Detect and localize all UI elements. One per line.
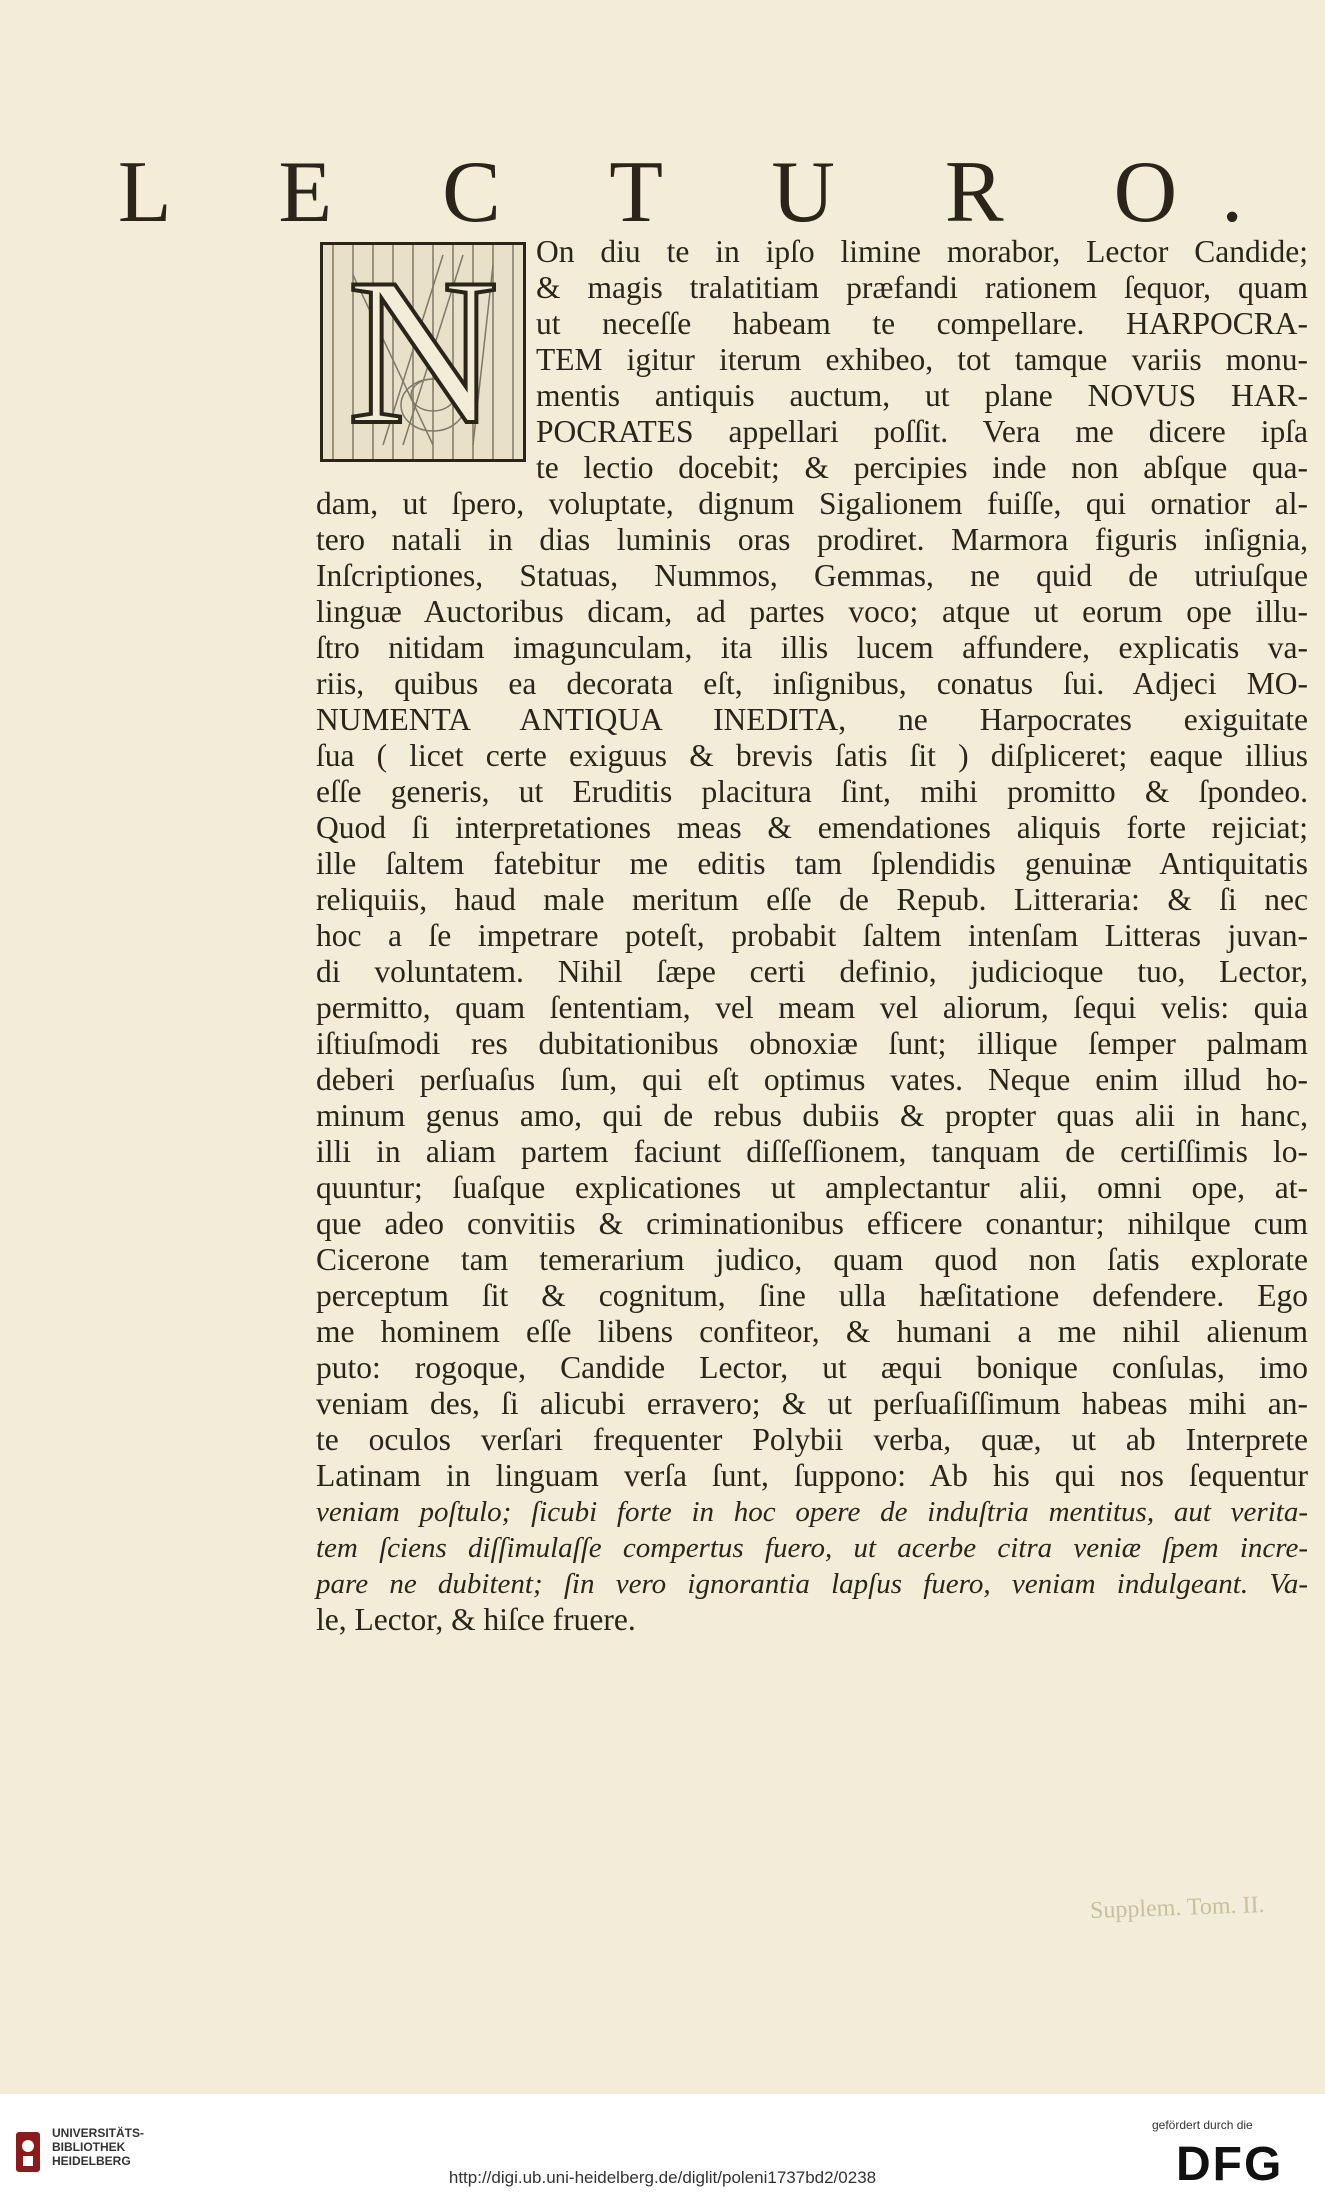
- text-line: Inſcriptiones, Statuas, Nummos, Gemmas, ne quid de utriuſque: [316, 558, 1308, 593]
- text-line: perceptum ſit & cognitum, ſine ulla hæſitatione defendere. Ego: [316, 1278, 1308, 1313]
- text-line: te lectio docebit; & percipies inde non abſque qua-: [536, 450, 1308, 485]
- text-line: Cicerone tam temerarium judico, quam quod non ſatis explorate: [316, 1242, 1308, 1277]
- text-line: minum genus amo, qui de rebus dubiis & propter quas alii in hanc,: [316, 1098, 1308, 1133]
- text-line: tero natali in dias luminis oras prodiret. Marmora figuris inſignia,: [316, 522, 1308, 557]
- library-name-line: UNIVERSITÄTS-: [52, 2126, 145, 2140]
- initial-letter: N: [347, 236, 499, 468]
- text-line: di voluntatem. Nihil ſæpe certi definio, judicioque tuo, Lector,: [316, 954, 1308, 989]
- text-line: riis, quibus ea decorata eſt, inſignibus, conatus ſui. Adjeci MO-: [316, 666, 1308, 701]
- text-line: me hominem eſſe libens confiteor, & humani a me nihil alienum: [316, 1314, 1308, 1349]
- text-line: pare ne dubitent; ſin vero ignorantia lapſus fuero, veniam indulgeant. Va-: [316, 1568, 1308, 1600]
- text-line: te oculos verſari frequenter Polybii verba, quæ, ut ab Interprete: [316, 1422, 1308, 1457]
- text-line: quuntur; ſuaſque explicationes ut amplectantur alii, omni ope, at-: [316, 1170, 1308, 1205]
- text-line: hoc a ſe impetrare poteſt, probabit ſaltem intenſam Litteras juvan-: [316, 918, 1308, 953]
- text-line: NUMENTA ANTIQUA INEDITA, ne Harpocrates exiguitate: [316, 702, 1308, 737]
- text-line: POCRATES appellari poſſit. Vera me dicere ipſa: [536, 414, 1308, 449]
- text-line: dam, ut ſpero, voluptate, dignum Sigalionem fuiſſe, qui ornatior al-: [316, 486, 1308, 521]
- text-line: Latinam in linguam verſa ſunt, ſuppono: Ab his qui nos ſequentur: [316, 1458, 1308, 1493]
- catchword: Supplem. Tom. II.: [1089, 1891, 1265, 1925]
- text-line: eſſe generis, ut Eruditis placitura ſint, mihi promitto & ſpondeo.: [316, 774, 1308, 809]
- library-name-line: BIBLIOTHEK: [52, 2140, 126, 2154]
- text-line: linguæ Auctoribus dicam, ad partes voco; atque ut eorum ope illu-: [316, 594, 1308, 629]
- text-line: On diu te in ipſo limine morabor, Lector Candide;: [536, 234, 1308, 269]
- library-name-line: HEIDELBERG: [52, 2154, 131, 2168]
- text-line: ſtro nitidam imagunculam, ita illis lucem affundere, explicatis va-: [316, 630, 1308, 665]
- text-line: veniam des, ſi alicubi erravero; & ut perſuaſiſſimum habeas mihi an-: [316, 1386, 1308, 1421]
- text-line: iſtiuſmodi res dubitationibus obnoxiæ ſunt; illique ſemper palmam: [316, 1026, 1308, 1061]
- text-line: permitto, quam ſententiam, vel meam vel aliorum, ſequi velis: quia: [316, 990, 1308, 1025]
- text-line: puto: rogoque, Candide Lector, ut æqui bonique conſulas, imo: [316, 1350, 1308, 1385]
- text-line: Quod ſi interpretationes meas & emendationes aliquis forte rejiciat;: [316, 810, 1308, 845]
- text-line: ut neceſſe habeam te compellare. HARPOCRA-: [536, 306, 1308, 341]
- text-line: illi in aliam partem faciunt diſſeſſionem, tanquam de certiſſimis lo-: [316, 1134, 1308, 1169]
- text-line: reliquiis, haud male meritum eſſe de Repub. Litteraria: & ſi nec: [316, 882, 1308, 917]
- text-line: le, Lector, & hiſce fruere.: [316, 1602, 636, 1637]
- funding-caption: gefördert durch die: [1152, 2118, 1253, 2132]
- text-line: & magis tralatitiam præfandi rationem ſequor, quam: [536, 270, 1308, 305]
- text-line: veniam poſtulo; ſicubi forte in hoc opere de induſtria mentitus, aut verita-: [316, 1496, 1308, 1528]
- text-line: tem ſciens diſſimulaſſe compertus fuero, ut acerbe citra veniæ ſpem incre-: [316, 1532, 1308, 1564]
- text-line: mentis antiquis auctum, ut plane NOVUS HAR-: [536, 378, 1308, 413]
- body-text: [316, 234, 1308, 1638]
- page-title: L E C T U R O.: [117, 144, 1288, 241]
- dfg-logo[interactable]: DFG: [1176, 2138, 1284, 2191]
- library-name: [52, 2126, 144, 2168]
- text-line: TEM igitur iterum exhibeo, tot tamque variis monu-: [536, 342, 1308, 377]
- text-line: que adeo convitiis & criminationibus efficere conantur; nihilque cum: [316, 1206, 1308, 1241]
- permalink-url[interactable]: http://digi.ub.uni-heidelberg.de/diglit/poleni1737bd2/0238: [448, 2168, 877, 2187]
- text-line: ſua ( licet certe exiguus & brevis ſatis ſit ) diſpliceret; eaque illius: [316, 738, 1308, 773]
- text-line: deberi perſuaſus ſum, qui eſt optimus vates. Neque enim illud ho-: [316, 1062, 1308, 1097]
- text-line: ille ſaltem fatebitur me editis tam ſplendidis genuinæ Antiquitatis: [316, 846, 1308, 881]
